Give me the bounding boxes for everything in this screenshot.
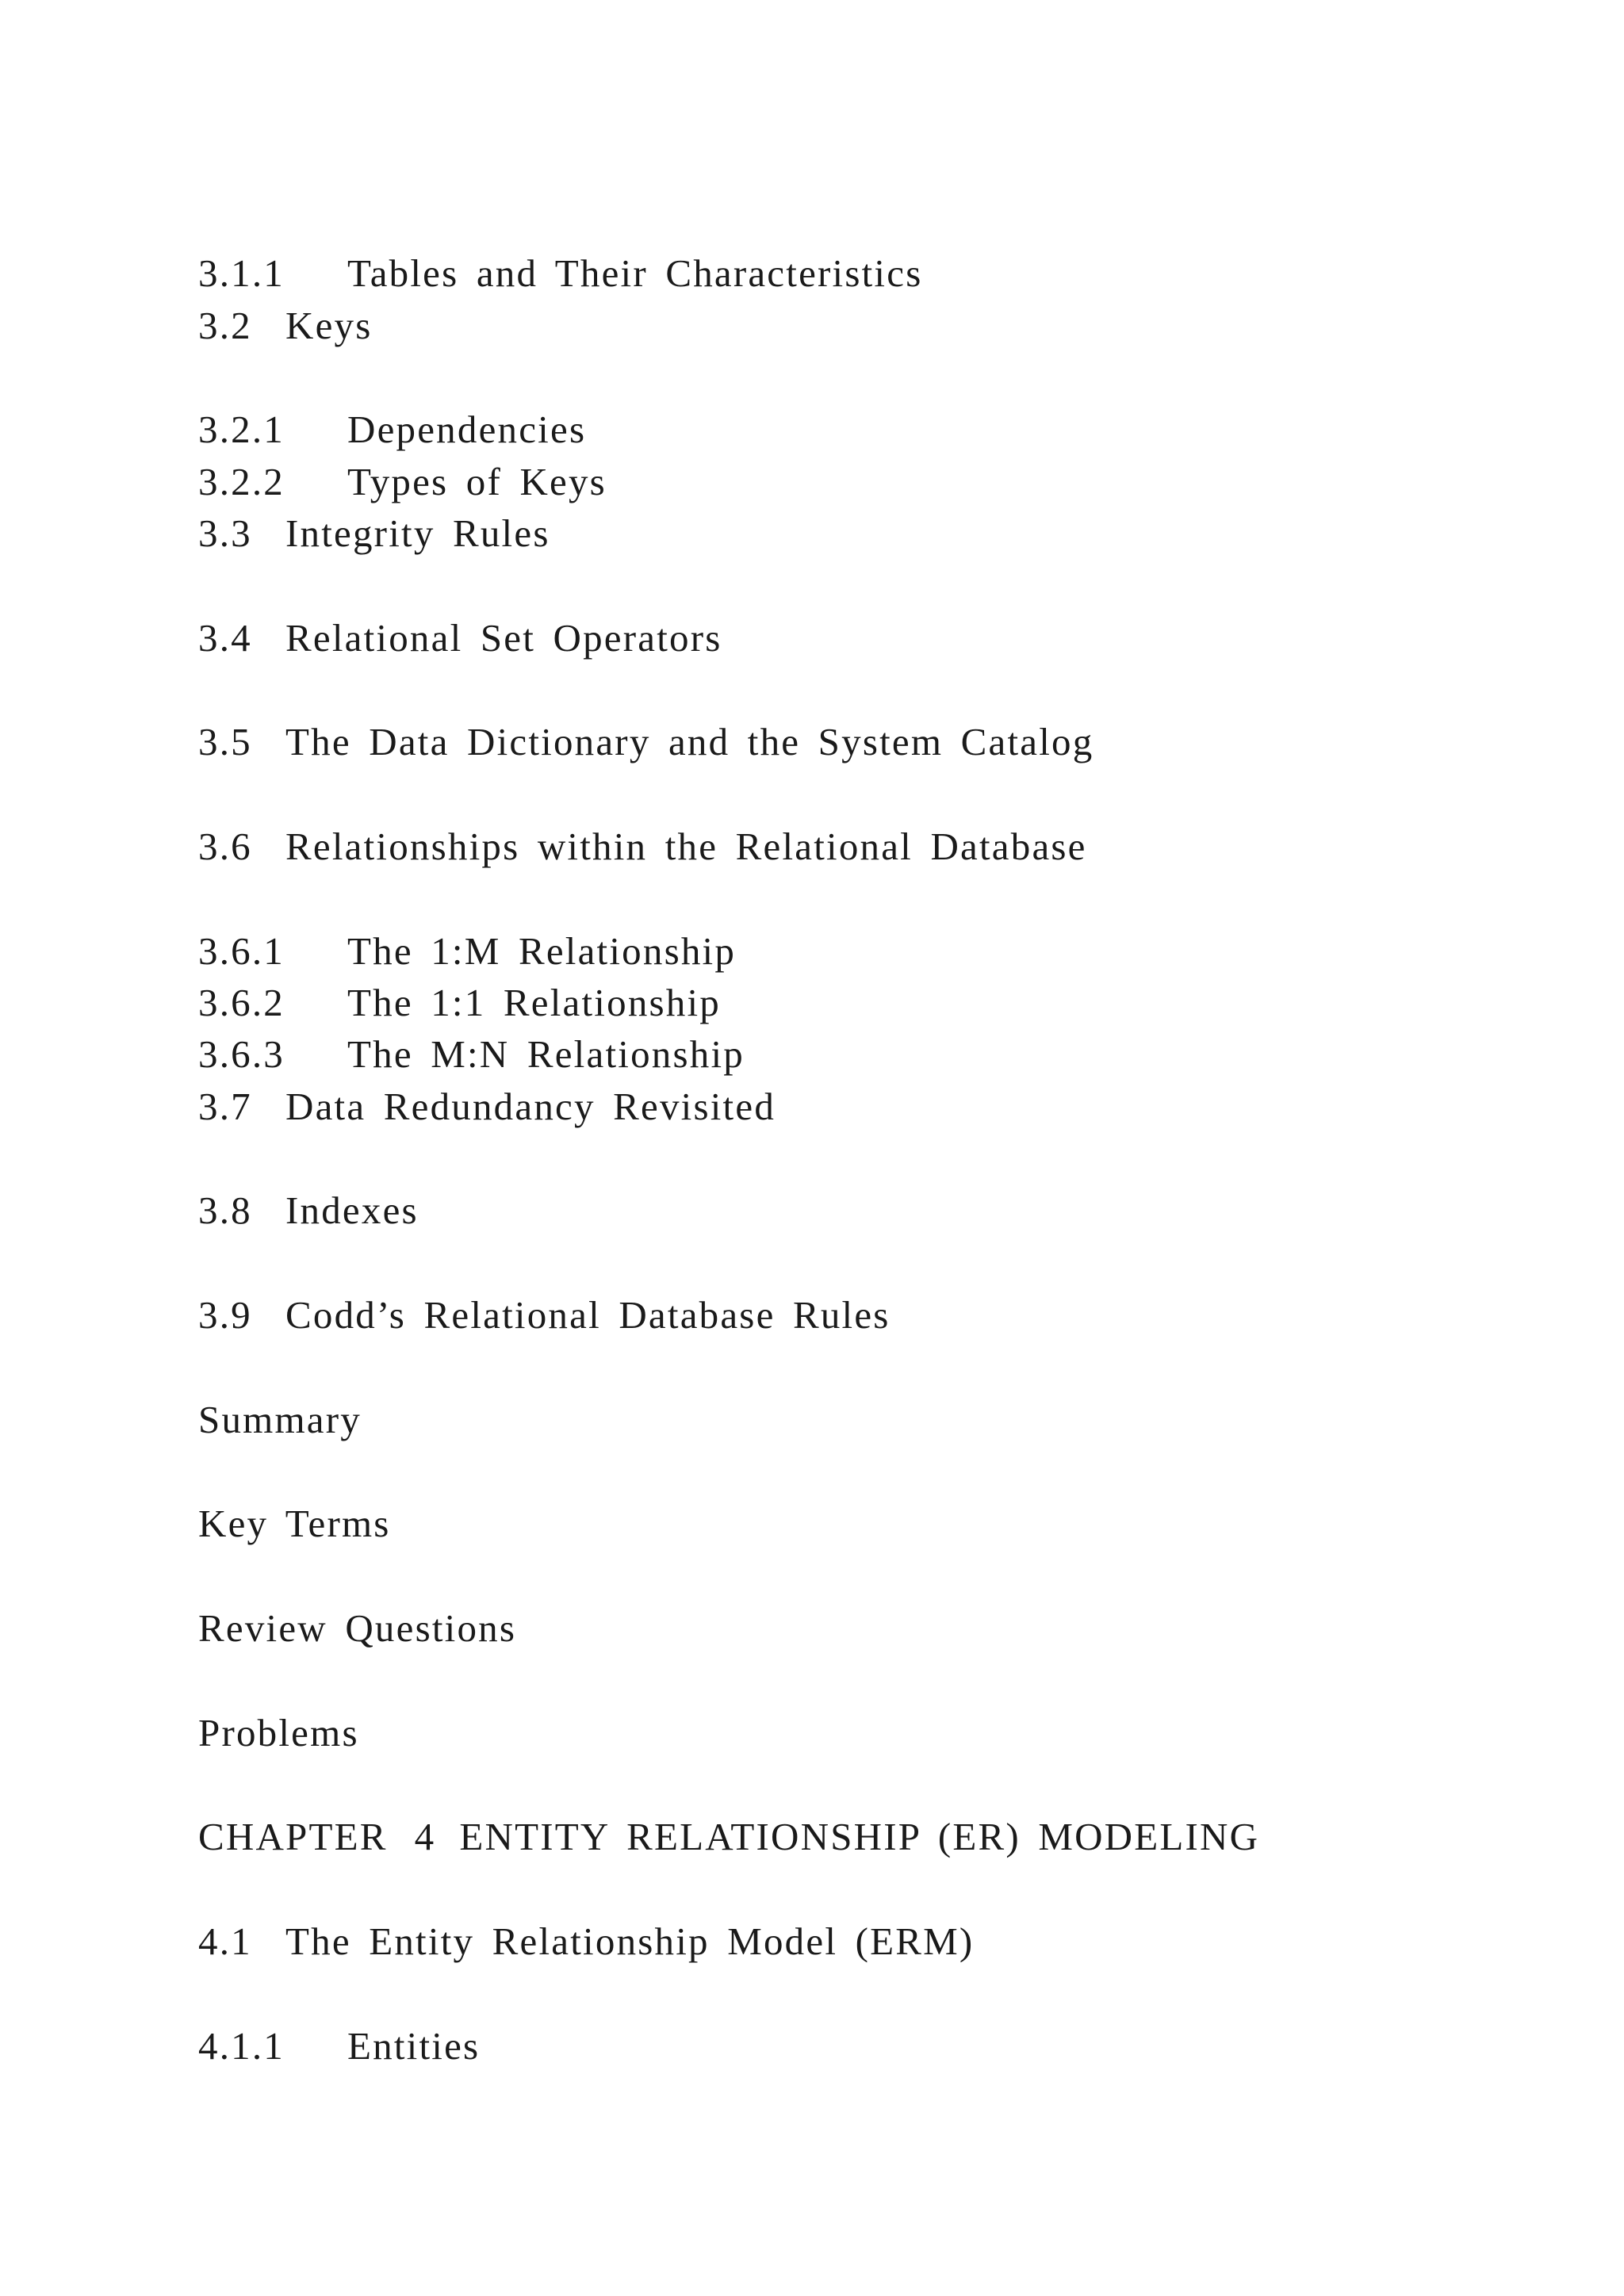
toc-entry-title: Types of Keys [347, 460, 607, 503]
toc-entry-number: 4.1.1 [198, 2024, 285, 2068]
toc-entry-title: Tables and Their Characteristics [347, 251, 923, 295]
toc-entry-3-2-1 [198, 410, 586, 449]
toc-entry-3-6 [198, 827, 1087, 866]
toc-problems: Problems [198, 1711, 359, 1755]
chapter-number: 4 [414, 1815, 436, 1858]
toc-entry-title: Data Redundancy Revisited [285, 1085, 776, 1128]
toc-entry-title: Integrity Rules [285, 511, 550, 555]
toc-entry-title: The Data Dictionary and the System Catalog [285, 720, 1094, 763]
toc-entry-title: Entities [347, 2024, 481, 2068]
toc-review-questions: Review Questions [198, 1606, 517, 1650]
toc-entry-3-5 [198, 722, 1094, 761]
toc-entry-title: Keys [285, 304, 373, 347]
toc-entry-number: 3.6.1 [198, 929, 285, 973]
toc-entry-3-2-2 [198, 462, 607, 501]
toc-entry-title: Codd’s Relational Database Rules [285, 1293, 891, 1337]
toc-entry-title: The Entity Relationship Model (ERM) [285, 1919, 975, 1963]
toc-entry-title: The M:N Relationship [347, 1032, 745, 1076]
toc-entry-title: The 1:M Relationship [347, 929, 737, 973]
toc-entry-number: 3.3 [198, 511, 252, 555]
toc-entry-number: 3.2.2 [198, 460, 285, 503]
toc-entry-3-1-1 [198, 251, 923, 295]
chapter-label: CHAPTER [198, 1815, 388, 1858]
toc-entry-4-1 [198, 1919, 975, 1963]
toc-entry-3-9 [198, 1293, 891, 1337]
toc-entry-number: 3.6.2 [198, 981, 285, 1024]
toc-entry-title: The 1:1 Relationship [347, 981, 721, 1024]
toc-entry-number: 3.9 [198, 1293, 252, 1337]
chapter-title: ENTITY RELATIONSHIP (ER) MODELING [459, 1815, 1260, 1858]
toc-entry-3-2 [198, 306, 373, 345]
toc-entry-number: 3.5 [198, 720, 252, 763]
toc-entry-3-3 [198, 511, 550, 555]
toc-key-terms: Key Terms [198, 1502, 391, 1545]
toc-entry-title: Indexes [285, 1188, 419, 1232]
toc-entry-number: 3.6.3 [198, 1032, 285, 1076]
toc-entry-3-6-3 [198, 1032, 745, 1076]
toc-entry-3-6-1 [198, 929, 737, 973]
toc-entry-title: Dependencies [347, 408, 587, 451]
toc-entry-4-1-1 [198, 2024, 481, 2068]
toc-entry-number: 4.1 [198, 1919, 252, 1963]
toc-entry-number: 3.6 [198, 825, 252, 868]
toc-entry-3-7 [198, 1087, 776, 1126]
chapter-heading [198, 1817, 1259, 1856]
toc-summary: Summary [198, 1398, 362, 1441]
toc-entry-number: 3.2 [198, 304, 252, 347]
toc-entry-number: 3.2.1 [198, 408, 285, 451]
toc-entry-number: 3.4 [198, 616, 252, 660]
toc-entry-number: 3.7 [198, 1085, 252, 1128]
toc-entry-title: Relational Set Operators [285, 616, 722, 660]
toc-entry-title: Relationships within the Relational Database [285, 825, 1087, 868]
toc-entry-3-6-2 [198, 983, 721, 1022]
toc-entry-3-4 [198, 616, 722, 660]
toc-entry-number: 3.1.1 [198, 251, 285, 295]
toc-entry-number: 3.8 [198, 1188, 252, 1232]
toc-entry-3-8 [198, 1188, 419, 1232]
